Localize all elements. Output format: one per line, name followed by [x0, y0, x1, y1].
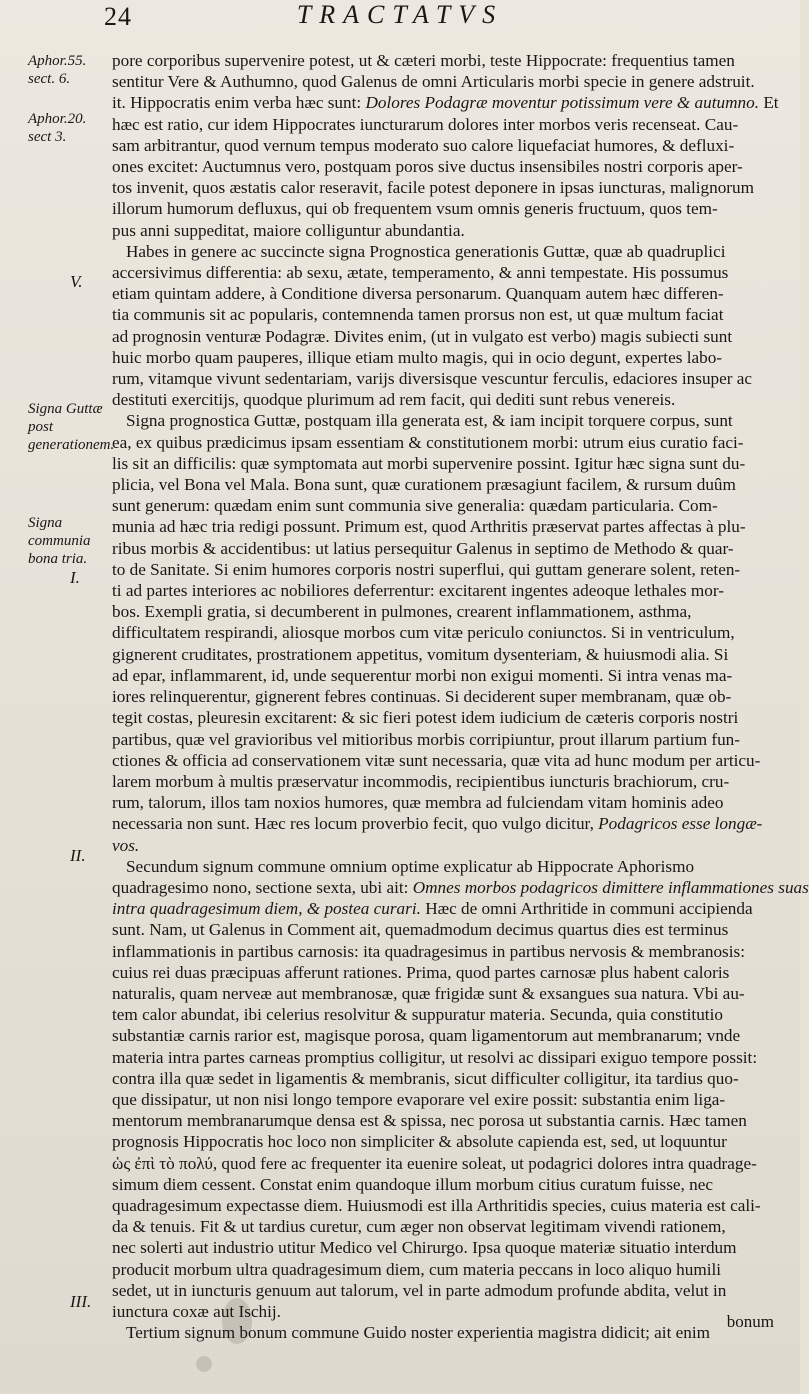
text-line	[112, 92, 779, 113]
text-line: bos. Exempli gratia, si decumberent in pulmones, crearent inflammationem, asthma,	[112, 602, 692, 622]
text-line: tem calor abundat, ibi celerius resolvitur & suppuratur materia. Secunda, quia constitutio	[112, 1005, 723, 1025]
text-span: Hæc de omni Arthritide in communi accipienda	[420, 899, 753, 919]
text-line: ti ad partes interiores ac nobiliores deferrentur: excitarent ingentes adeoque lethales mor-	[112, 581, 724, 601]
text-line: accersivimus differentia: ab sexu, ætate, temperamento, & anni tempestate. His possumus	[112, 263, 729, 283]
margin-numeral-ii: II.	[70, 846, 86, 865]
text-line: to de Sanitate. Si enim humores corporis nostri superflui, qui guttam generare solent, reten-	[112, 559, 741, 579]
text-line: inflammationis in partibus carnosis: ita quadragesimus in partibus nervosis & membranosis:	[112, 941, 745, 961]
text-line: quadragesimum expectasse diem. Huiusmodi est illa Arthritidis species, cuius materia est cali-	[112, 1195, 761, 1215]
text-line: simum diem cessent. Constat enim quandoque illum morbum citius curatum fuisse, nec	[112, 1174, 713, 1194]
text-line: rum, talorum, illos tam noxios humores, quæ membra ad fulciendam vitam hominis adeo	[112, 793, 724, 813]
text-line: gignerent cruditates, prostrationem appetitus, vomitum dysenteriam, & huiusmodi alia. Si	[112, 644, 729, 664]
text-line: sam arbitrantur, quod vernum tempus moderato suo calore liquefaciat humores, & defluxi-	[112, 135, 735, 155]
margin-numeral-iii: III.	[70, 1292, 92, 1311]
text-line: ribus morbis & accidentibus: ut latius persequitur Galenus in septimo de Methodo & quar-	[112, 538, 734, 558]
quotation: Omnes morbos podagricos dimittere inflammationes suas	[412, 877, 809, 897]
text-line: sedet, ut in iuncturis genuum aut talorum, vel in parte admodum profunde abdita, velut in	[112, 1280, 727, 1300]
text-span: quadragesimo nono, sectione sexta, ubi ait:	[112, 877, 413, 897]
text-line: huic morbo quam pauperes, illique etiam multo magis, qui in ocio degunt, expertes labo-	[112, 347, 723, 367]
text-line: naturalis, quam nerveæ aut membranosæ, quæ frigidæ sunt & exsangues sua natura. Vbi au-	[112, 983, 745, 1003]
text-line: ad prognosin venturæ Podagræ. Divites enim, (ut in vulgato est verbo) magis subiecti sunt	[112, 326, 733, 346]
text-line: mentorum membranarumque densa est & spissa, nec porosa ut substantia carnis. Hæc tamen	[112, 1111, 747, 1131]
margin-numeral-i: I.	[70, 568, 80, 587]
margin-note-signa-guttae: Signa Guttæ post generationem.	[28, 401, 115, 453]
text-line: tos invenit, quos æstatis calor reseravit, facile potest deponere in ipsas iuncturas, malignorum	[112, 178, 754, 198]
text-line	[112, 898, 764, 919]
text-line: destituti exercitijs, quodque plurimum ad rem facit, qui dediti sunt rebus venereis.	[112, 390, 676, 410]
margin-note-aphorism-55: Aphor.55. sect. 6.	[28, 53, 87, 87]
text-line: producit morbum ultra quadragesimum diem, cum materia peccans in loco aliquo humili	[112, 1259, 722, 1279]
text-line: tegit costas, pleuresin excitarent: & sic fieri potest idem iudicium de cæteris corporis nostri	[112, 708, 739, 728]
text-span: it. Hippocratis enim verba hæc sunt:	[112, 93, 366, 113]
proverb: Podagricos esse longæ-	[598, 814, 763, 834]
page-number: 24	[104, 2, 132, 31]
text-line: substantiæ carnis rarior est, magisque porosa, quam ligamentorum aut membranarum; vnde	[112, 1026, 741, 1046]
text-line: da & tenuis. Fit & ut tardius curetur, cum æger non observat legitimam vivendi rationem,	[112, 1217, 726, 1237]
body-text	[112, 50, 809, 1343]
text-line: vos.	[112, 835, 140, 855]
text-line: partibus, quæ vel gravioribus vel mitioribus morbis corripiuntur, prout illarum partium fun-	[112, 729, 740, 749]
text-line: iunctura coxæ aut Ischij.	[112, 1301, 281, 1321]
margin-numeral-v: V.	[70, 272, 83, 291]
text-line: pus anni suppeditat, maiore colliguntur abundantia.	[112, 220, 465, 240]
text-line: Secundum signum commune omnium optime explicatur ab Hippocrate Aphorismo	[126, 856, 695, 876]
margin-note-signa-communia: Signa communia bona tria.	[28, 515, 91, 567]
text-line: ctiones & officia ad conservationem vitæ sunt necessaria, quæ vita ad hunc modum per articu-	[112, 750, 761, 770]
text-line: Signa prognostica Guttæ, postquam illa generata est, & iam incipit torquere corpus, sunt	[126, 411, 733, 431]
text-line: ὡς ἐπὶ τὸ πολύ, quod fere ac frequenter ita euenire soleat, ut podagrici dolores intra quadrage-	[112, 1153, 757, 1173]
text-line: hæc est ratio, cur idem Hippocrates iuncturarum dolores inter morbos veris recenseat. Cau-	[112, 114, 739, 134]
margin-notes	[0, 0, 115, 1394]
text-line: contra illa quæ sedet in ligamentis & membranis, sicut difficulter colligitur, ita tardius quo-	[112, 1068, 739, 1088]
text-line: tia communis sit ac popularis, contemnenda tamen prorsus non est, ut quæ multum faciat	[112, 305, 724, 325]
text-line: que dissipatur, ut non nisi longo tempore evaporare vel exire possit: substantia enim liga-	[112, 1089, 726, 1109]
text-line: ad epar, inflammarent, id, unde sequerentur morbi non exigui momenti. Si intra venas ma-	[112, 665, 733, 685]
text-line: pore corporibus supervenire potest, ut & cæteri morbi, teste Hippocrate: frequentius tamen	[112, 51, 735, 70]
text-line: rum, vitamque vivunt sedentariam, varijs diversisque vescuntur ferculis, edaciores insuper ac	[112, 369, 753, 389]
text-line: iores relinquerentur, gignerent febres continuas. Si deciderent super membranam, quæ ob-	[112, 687, 732, 707]
text-line: difficultatem respirandi, aliosque morbos cum vitæ periculo coniunctos. Si in ventriculum,	[112, 623, 735, 643]
text-line: lis sit an difficilis: quæ symptomata aut morbi supervenire possint. Igitur hæc signa sunt du-	[112, 453, 746, 473]
quotation: intra quadragesimum diem, & postea curari.	[112, 899, 421, 919]
text-line: sunt. Nam, ut Galenus in Comment ait, quemadmodum decimus quartus dies est terminus	[112, 920, 729, 940]
text-line: ones excitet: Auctumnus vero, postquam poros sive ductus insensibiles nostri corporis aper-	[112, 157, 743, 177]
text-line: munia ad hæc tria redigi possunt. Primum est, quod Arthritis præservat partes affectas à plu-	[112, 517, 746, 537]
quotation: Dolores Podagræ moventur potissimum vere & autumno.	[365, 93, 760, 113]
running-title: TRACTATVS	[296, 0, 504, 29]
text-line	[112, 877, 809, 898]
text-line: cuius rei duas præcipuas afferunt rationes. Prima, quod partes carnosæ plus habent caloris	[112, 962, 730, 982]
text-line: materia intra partes carneas promptius colligitur, ut resolvi ac dissipari exiguo tempore possit:	[112, 1047, 758, 1067]
text-span: necessaria non sunt. Hæc res locum proverbio fecit, quo vulgo dicitur,	[112, 814, 599, 834]
text-line: plicia, vel Bona vel Mala. Bona sunt, quæ curationem præsagiunt facilem, & rursum duûm	[112, 475, 736, 495]
text-line: prognosis Hippocratis hoc loco non simpliciter & absolute capienda est, sed, ut loquuntur	[112, 1132, 727, 1152]
text-line: etiam quintam addere, à Conditione diversa personarum. Quanquam autem hæc differen-	[112, 284, 724, 304]
text-line	[112, 813, 764, 834]
text-line: ea, ex quibus prædicimus ipsam essentiam & constitutionem morbi: utrum eius curatio faci-	[112, 432, 744, 452]
text-line: larem morbum à multis præservatur incommodis, recipientibus iuncturis brachiorum, cru-	[112, 771, 730, 791]
text-line: illorum humorum defluxus, qui ob frequentem vsum omnis generis fructuum, quos tem-	[112, 199, 718, 219]
text-span: Et	[759, 93, 779, 113]
text-line: sunt generum: quædam enim sunt communia sive generalia: quædam particularia. Com-	[112, 496, 718, 516]
text-line: Habes in genere ac succincte signa Prognostica generationis Guttæ, quæ ab quadruplici	[126, 241, 726, 261]
text-line: Tertium signum bonum commune Guido noster experientia magistra didicit; ait enim	[126, 1323, 711, 1343]
text-line: nec solerti aut industrio utitur Medico vel Chirurgo. Ipsa quoque materiæ situatio interdum	[112, 1238, 737, 1258]
text-line: sentitur Vere & Authumno, quod Galenus de omni Articularis morbi specie in genere adstruit.	[112, 72, 755, 92]
margin-note-aphorism-20: Aphor.20. sect 3.	[28, 111, 87, 145]
page-stain	[196, 1356, 212, 1372]
catchword: bonum	[726, 1312, 774, 1331]
